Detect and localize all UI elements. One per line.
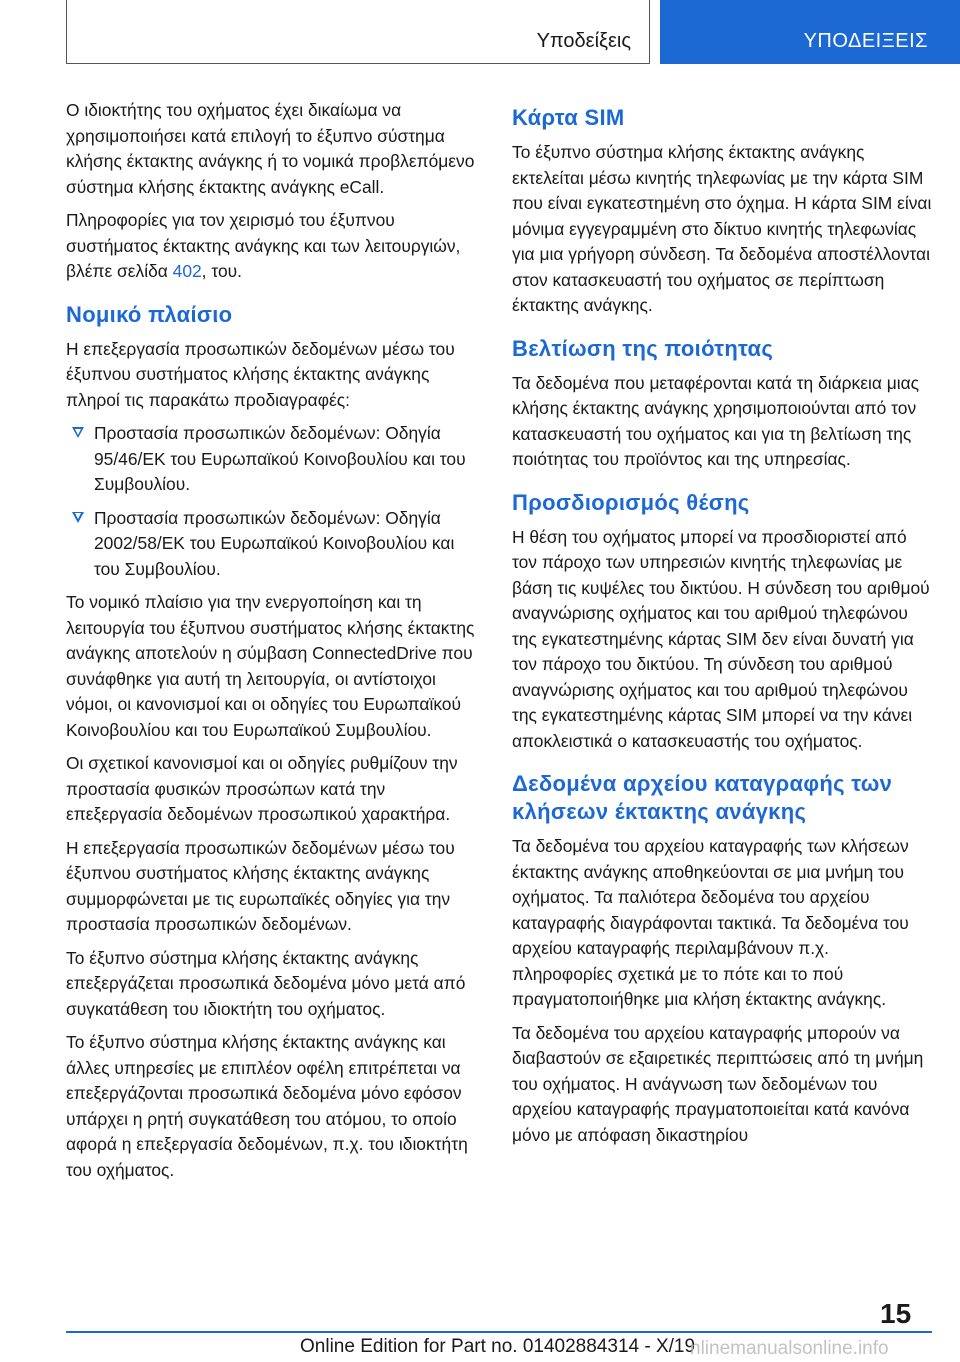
paragraph: Το έξυπνο σύστημα κλήσης έκτακτης ανάγκης και άλλες υπηρεσίες με επιπλέον οφέλη επιτρέπεται να επεξεργάζονται προσωπικά δεδομένα μόνο εφόσον υπάρχει η ρητή συγκατάθεση του ατόμου, το οποίο αφορά η επεξεργασία δεδομένων, π.χ. του ιδιοκτήτη του οχήματος. <box>66 1032 468 1180</box>
section-heading-quality: Βελτίωση της ποιότητας <box>512 335 774 361</box>
list-item-text: Προστασία προσωπικών δεδομένων: Οδηγία 95/46/ΕΚ του Ευρωπαϊκού Κοινοβουλίου και του Συμβουλίου. <box>94 423 466 494</box>
paragraph: Το νομικό πλαίσιο για την ενεργοποίηση και τη λειτουργία του έξυπνου συστήματος κλήσης έκτακτης ανάγκης αποτελούν η σύμβαση ConnectedDrive που συνάφθηκε για αυτή τη λειτουργία, οι αντίστοιχοι νόμοι, οι κανονισμοί και οι οδηγίες του Ευρωπαϊκού Κοινοβουλίου και του Ευρωπαϊκού Συμβουλίου. <box>66 592 475 740</box>
paragraph: Τα δεδομένα του αρχείου καταγραφής μπορούν να διαβαστούν σε εξαιρετικές περιπτώσεις από τη μνήμη του οχήματος. Η ανάγνωση των δεδομένων του αρχείου καταγραφής πραγματοποιείται κατά κανόνα μόνο με απόφαση δικαστηρίου <box>512 1022 924 1145</box>
footer-divider <box>66 1331 932 1333</box>
chapter-tab[interactable] <box>660 0 960 64</box>
page-number: 15 <box>880 1298 912 1329</box>
section-heading-log-data: Δεδομένα αρχείου καταγραφής των κλήσεων έκτακτης ανάγκης <box>512 771 893 824</box>
section-title: Υποδείξεις <box>536 30 631 52</box>
left-column <box>66 98 484 1191</box>
chapter-tab-label: ΥΠΟΔΕΙΞΕΙΣ <box>803 30 928 52</box>
edition-text: Online Edition for Part no. 01402884314 - X/19 <box>300 1336 696 1357</box>
page-reference-link[interactable]: 402 <box>172 261 202 281</box>
paragraph: Το έξυπνο σύστημα κλήσης έκτακτης ανάγκης εκτελείται μέσω κινητής τηλεφωνίας με την κάρτα SIM που είναι εγκατεστημένη στο όχημα. Η κάρτα SIM είναι μόνιμα εγγεγραμμένη στο δίκτυο κινητής τηλεφωνίας για μια γρήγορη σύνδεση. Τα δεδομένα αποστέλλονται στον κατασκευαστή του οχήματος σε περίπτωση έκτακτης ανάγκης. <box>512 142 932 315</box>
triangle-bullet-icon <box>72 427 84 438</box>
paragraph: Η θέση του οχήματος μπορεί να προσδιοριστεί από τον πάροχο των υπηρεσιών κινητής τηλεφωνίας με βάση τις κυψέλες του δικτύου. Η σύνδεση του αριθμού αναγνώρισης οχήματος και του αριθμού τηλεφώνου της εγκατεστημένης κάρτας SIM δεν είναι δυνατή για τον πάροχο του δικτύου. Τη σύνδεση του αριθμού αναγνώρισης οχήματος και του αριθμού τηλεφώνου της εγκατεστημένης κάρτας SIM μπορεί να την κάνει αποκλειστικά ο κατασκευαστής του οχήματος. <box>512 526 930 751</box>
list-item <box>66 421 484 498</box>
paragraph: Η επεξεργασία προσωπικών δεδομένων μέσω του έξυπνου συστήματος κλήσης έκτακτης ανάγκης συμμορφώνεται με τις ευρωπαϊκές οδηγίες για την προστασία προσωπικών δεδομένων. <box>66 837 455 934</box>
right-column <box>512 98 932 1156</box>
text: Πληροφορίες για τον χειρισμό του έξυπνου συστήματος έκτακτης ανάγκης και των λειτουργιών, βλέπε σελίδα <box>66 210 461 281</box>
bullet-list <box>66 421 484 582</box>
paragraph: Η επεξεργασία προσωπικών δεδομένων μέσω του έξυπνου συστήματος κλήσης έκτακτης ανάγκης πληροί τις παρακάτω προδιαγραφές: <box>66 338 455 410</box>
paragraph: Οι σχετικοί κανονισμοί και οι οδηγίες ρυθμίζουν την προστασία φυσικών προσώπων κατά την επεξεργασία δεδομένων προσωπικού χαρακτήρα. <box>66 753 458 824</box>
paragraph-with-reference <box>66 208 484 285</box>
paragraph: Ο ιδιοκτήτης του οχήματος έχει δικαίωμα να χρησιμοποιήσει κατά επιλογή το έξυπνο σύστημα κλήσης έκτακτης ανάγκης ή το νομικά προβλεπόμενο σύστημα κλήσης έκτακτης ανάγκης eCall. <box>66 100 475 197</box>
list-item <box>66 506 484 583</box>
paragraph: Τα δεδομένα που μεταφέρονται κατά τη διάρκεια μιας κλήσης έκτακτης ανάγκης χρησιμοποιούνται από τον κατασκευαστή του οχήματος και για τη βελτίωση της ποιότητας του προϊόντος και της υπηρεσίας. <box>512 372 920 469</box>
section-heading-position: Προσδιορισμός θέσης <box>512 489 750 515</box>
paragraph: Το έξυπνο σύστημα κλήσης έκτακτης ανάγκης επεξεργάζεται προσωπικά δεδομένα μόνο μετά από συγκατάθεση του ιδιοκτήτη του οχήματος. <box>66 947 466 1019</box>
triangle-bullet-icon <box>72 512 84 523</box>
list-item-text: Προστασία προσωπικών δεδομένων: Οδηγία 2002/58/ΕΚ του Ευρωπαϊκού Κοινοβουλίου και του Συμβουλίου. <box>94 507 455 579</box>
text: , του. <box>201 261 242 281</box>
paragraph: Τα δεδομένα του αρχείου καταγραφής των κλήσεων έκτακτης ανάγκης αποθηκεύονται σε μια μνήμη του οχήματος. Τα παλιότερα δεδομένα του αρχείου καταγραφής διαγράφονται τακτικά. Τα δεδομένα του αρχείου καταγραφής περιλαμβάνουν π.χ. πληροφορίες σχετικά με το πότε και το πού πραγματοποιήθηκε μια κλήση έκτακτης ανάγκης. <box>512 836 909 1009</box>
section-heading-sim: Κάρτα SIM <box>512 105 625 130</box>
header-section-box <box>66 0 650 64</box>
watermark: nlinemanualsonline.info <box>690 1338 889 1359</box>
section-heading-legal: Νομικό πλαίσιο <box>66 301 233 327</box>
